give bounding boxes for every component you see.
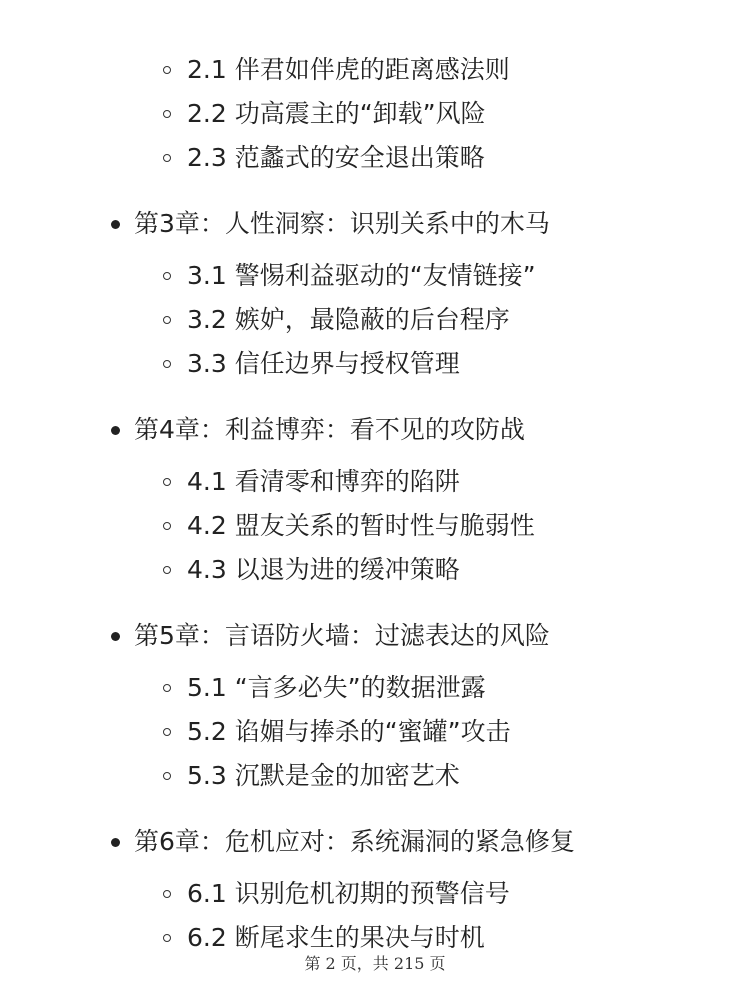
section-title: 2.1 伴君如伴虎的距离感法则 xyxy=(187,55,510,84)
toc-section-item xyxy=(0,140,750,184)
section-title: 4.3 以退为进的缓冲策略 xyxy=(187,555,460,584)
toc-section-item xyxy=(0,258,750,302)
toc-section-item xyxy=(0,758,750,802)
toc-chapter-item xyxy=(0,824,750,864)
toc-section-item xyxy=(0,96,750,140)
hollow-bullet-icon xyxy=(163,478,171,486)
toc-section-item xyxy=(0,508,750,552)
chapter-title: 第5章：言语防火墙：过滤表达的风险 xyxy=(134,621,550,650)
hollow-bullet-icon xyxy=(163,110,171,118)
toc-section-item xyxy=(0,714,750,758)
filled-bullet-icon xyxy=(111,632,120,641)
section-title: 5.1 “言多必失”的数据泄露 xyxy=(187,673,486,702)
section-title: 3.2 嫉妒，最隐蔽的后台程序 xyxy=(187,305,510,334)
section-title: 5.3 沉默是金的加密艺术 xyxy=(187,761,460,790)
section-title: 6.1 识别危机初期的预警信号 xyxy=(187,879,510,908)
filled-bullet-icon xyxy=(111,426,120,435)
section-title: 5.2 谄媚与捧杀的“蜜罐”攻击 xyxy=(187,717,511,746)
hollow-bullet-icon xyxy=(163,272,171,280)
toc-chapter-item xyxy=(0,412,750,452)
chapter-title: 第4章：利益博弈：看不见的攻防战 xyxy=(134,415,525,444)
chapter-title: 第6章：危机应对：系统漏洞的紧急修复 xyxy=(134,827,575,856)
table-of-contents xyxy=(0,52,750,964)
hollow-bullet-icon xyxy=(163,728,171,736)
toc-section-item xyxy=(0,670,750,714)
section-title: 3.1 警惕利益驱动的“友情链接” xyxy=(187,261,536,290)
section-title: 3.3 信任边界与授权管理 xyxy=(187,349,460,378)
hollow-bullet-icon xyxy=(163,316,171,324)
toc-section-item xyxy=(0,52,750,96)
section-title: 2.2 功高震主的“卸载”风险 xyxy=(187,99,486,128)
section-title: 2.3 范蠡式的安全退出策略 xyxy=(187,143,485,172)
hollow-bullet-icon xyxy=(163,566,171,574)
chapter-title: 第3章：人性洞察：识别关系中的木马 xyxy=(134,209,550,238)
hollow-bullet-icon xyxy=(163,66,171,74)
section-title: 4.1 看清零和博弈的陷阱 xyxy=(187,467,460,496)
hollow-bullet-icon xyxy=(163,360,171,368)
hollow-bullet-icon xyxy=(163,934,171,942)
hollow-bullet-icon xyxy=(163,522,171,530)
toc-section-item xyxy=(0,302,750,346)
toc-section-item xyxy=(0,552,750,596)
section-title: 6.2 断尾求生的果决与时机 xyxy=(187,923,485,952)
section-title: 4.2 盟友关系的暂时性与脆弱性 xyxy=(187,511,535,540)
hollow-bullet-icon xyxy=(163,154,171,162)
hollow-bullet-icon xyxy=(163,772,171,780)
toc-chapter-item xyxy=(0,618,750,658)
page-footer: 第 2 页，共 215 页 xyxy=(304,954,446,973)
toc-section-item xyxy=(0,876,750,920)
filled-bullet-icon xyxy=(111,838,120,847)
hollow-bullet-icon xyxy=(163,890,171,898)
toc-section-item xyxy=(0,464,750,508)
toc-section-item xyxy=(0,346,750,390)
toc-chapter-item xyxy=(0,206,750,246)
hollow-bullet-icon xyxy=(163,684,171,692)
filled-bullet-icon xyxy=(111,220,120,229)
